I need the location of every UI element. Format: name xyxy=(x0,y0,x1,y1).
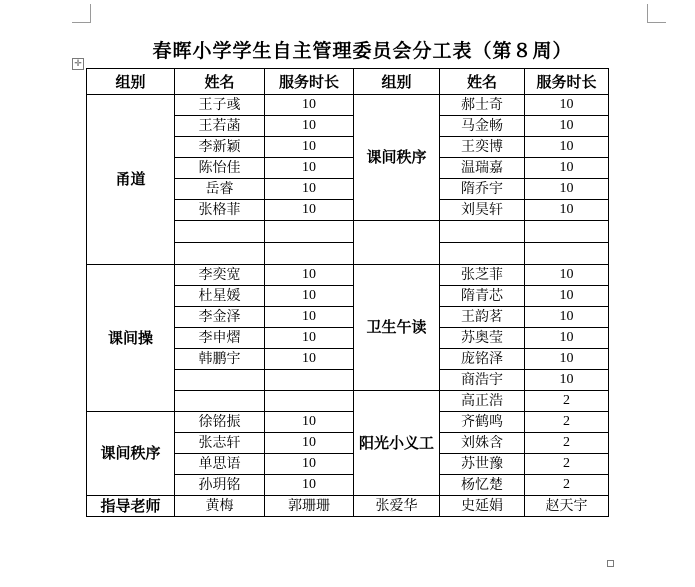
hours-cell: 2 xyxy=(525,412,609,433)
name-cell: 李申熠 xyxy=(175,328,265,349)
hours-cell xyxy=(265,391,354,412)
name-cell: 王若菡 xyxy=(175,116,265,137)
name-cell: 张格菲 xyxy=(175,200,265,221)
hours-cell: 10 xyxy=(265,307,354,328)
group-cell: 课间秩序 xyxy=(354,95,440,221)
hours-cell: 10 xyxy=(265,200,354,221)
name-cell xyxy=(175,370,265,391)
name-cell: 商浩宇 xyxy=(440,370,525,391)
name-cell xyxy=(440,243,525,265)
table-resize-handle[interactable] xyxy=(607,560,614,567)
name-cell: 李奕宽 xyxy=(175,265,265,286)
document-title: 春晖小学学生自主管理委员会分工表（第８周） xyxy=(152,40,573,62)
hours-cell: 10 xyxy=(525,307,609,328)
hours-cell: 10 xyxy=(525,158,609,179)
hours-cell: 10 xyxy=(265,158,354,179)
name-cell: 齐鹤鸣 xyxy=(440,412,525,433)
hours-cell: 10 xyxy=(265,116,354,137)
hours-cell: 2 xyxy=(525,454,609,475)
name-cell: 徐铭振 xyxy=(175,412,265,433)
hours-cell: 10 xyxy=(525,328,609,349)
hours-cell: 10 xyxy=(265,137,354,158)
header-group: 组别 xyxy=(87,69,175,95)
header-group: 组别 xyxy=(354,69,440,95)
duty-roster-table xyxy=(86,68,609,517)
page-corner-mark-top-right xyxy=(647,4,666,23)
header-name: 姓名 xyxy=(440,69,525,95)
name-cell: 隋乔宇 xyxy=(440,179,525,200)
teacher-name: 张爱华 xyxy=(354,496,440,517)
group-cell: 卫生午读 xyxy=(354,265,440,391)
hours-cell: 10 xyxy=(265,179,354,200)
hours-cell: 10 xyxy=(265,349,354,370)
hours-cell: 10 xyxy=(525,179,609,200)
teacher-name: 史延娟 xyxy=(440,496,525,517)
name-cell xyxy=(440,221,525,243)
header-hours: 服务时长 xyxy=(525,69,609,95)
name-cell: 张芝菲 xyxy=(440,265,525,286)
name-cell: 张志轩 xyxy=(175,433,265,454)
name-cell: 温瑞嘉 xyxy=(440,158,525,179)
table-row xyxy=(87,95,609,116)
hours-cell: 10 xyxy=(265,454,354,475)
hours-cell: 10 xyxy=(525,265,609,286)
teacher-row xyxy=(87,496,609,517)
name-cell: 王韵茗 xyxy=(440,307,525,328)
name-cell: 陈怡佳 xyxy=(175,158,265,179)
name-cell: 岳睿 xyxy=(175,179,265,200)
table-row xyxy=(87,412,609,433)
name-cell: 王子彧 xyxy=(175,95,265,116)
hours-cell xyxy=(525,221,609,243)
name-cell: 李新颖 xyxy=(175,137,265,158)
name-cell: 杜星媛 xyxy=(175,286,265,307)
name-cell xyxy=(175,243,265,265)
hours-cell: 10 xyxy=(265,433,354,454)
name-cell: 李金泽 xyxy=(175,307,265,328)
hours-cell: 10 xyxy=(525,286,609,307)
name-cell xyxy=(175,391,265,412)
teacher-name: 郭珊珊 xyxy=(265,496,354,517)
name-cell: 韩鹏宇 xyxy=(175,349,265,370)
table-row xyxy=(87,265,609,286)
name-cell xyxy=(175,221,265,243)
name-cell: 孙玥铭 xyxy=(175,475,265,496)
page-corner-mark-top-left xyxy=(72,4,91,23)
hours-cell: 10 xyxy=(265,286,354,307)
hours-cell: 10 xyxy=(265,95,354,116)
group-cell: 课间秩序 xyxy=(87,412,175,496)
hours-cell: 10 xyxy=(265,412,354,433)
hours-cell: 2 xyxy=(525,475,609,496)
name-cell: 苏世豫 xyxy=(440,454,525,475)
hours-cell: 10 xyxy=(265,475,354,496)
teacher-name: 黄梅 xyxy=(175,496,265,517)
group-cell: 甬道 xyxy=(87,95,175,265)
name-cell: 刘昊轩 xyxy=(440,200,525,221)
group-cell: 课间操 xyxy=(87,265,175,412)
teacher-name: 赵天宇 xyxy=(525,496,609,517)
group-cell: 阳光小义工 xyxy=(354,391,440,496)
hours-cell: 10 xyxy=(525,349,609,370)
hours-cell: 2 xyxy=(525,433,609,454)
teacher-label: 指导老师 xyxy=(87,496,175,517)
hours-cell: 10 xyxy=(525,116,609,137)
hours-cell: 2 xyxy=(525,391,609,412)
table-header-row xyxy=(87,69,609,95)
table-move-handle-icon[interactable]: ✛ xyxy=(72,58,84,70)
header-hours: 服务时长 xyxy=(265,69,354,95)
name-cell: 马金畅 xyxy=(440,116,525,137)
name-cell: 苏奥莹 xyxy=(440,328,525,349)
empty-group-cell xyxy=(354,221,440,265)
name-cell: 高正浩 xyxy=(440,391,525,412)
hours-cell xyxy=(265,370,354,391)
hours-cell: 10 xyxy=(525,95,609,116)
hours-cell: 10 xyxy=(525,137,609,158)
hours-cell xyxy=(265,243,354,265)
header-name: 姓名 xyxy=(175,69,265,95)
hours-cell: 10 xyxy=(265,265,354,286)
hours-cell: 10 xyxy=(525,370,609,391)
hours-cell: 10 xyxy=(265,328,354,349)
name-cell: 刘姝含 xyxy=(440,433,525,454)
name-cell: 郝士奇 xyxy=(440,95,525,116)
name-cell: 庞铭泽 xyxy=(440,349,525,370)
name-cell: 杨忆楚 xyxy=(440,475,525,496)
name-cell: 王奕博 xyxy=(440,137,525,158)
name-cell: 单思语 xyxy=(175,454,265,475)
hours-cell xyxy=(265,221,354,243)
name-cell: 隋青芯 xyxy=(440,286,525,307)
hours-cell: 10 xyxy=(525,200,609,221)
hours-cell xyxy=(525,243,609,265)
